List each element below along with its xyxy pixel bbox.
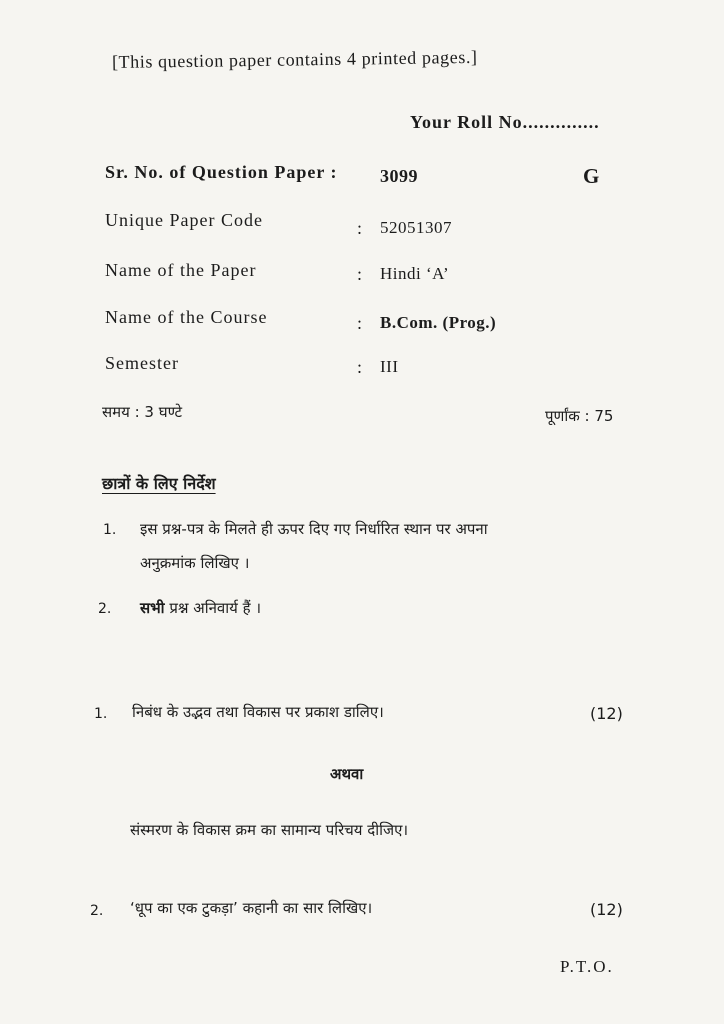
please-turn-over: P.T.O. bbox=[560, 957, 614, 976]
question-marks: (12) bbox=[590, 900, 623, 919]
course-name-value: B.Com. (Prog.) bbox=[380, 313, 497, 332]
paper-code-colon: : bbox=[357, 218, 363, 238]
maximum-marks: पूर्णांक : 75 bbox=[545, 407, 614, 425]
instruction-text-rest: प्रश्न अनिवार्य हैं । bbox=[164, 599, 262, 617]
exam-duration: समय : 3 घण्टे bbox=[102, 403, 183, 421]
instruction-text: इस प्रश्न-पत्र के मिलते ही ऊपर दिए गए निर्धारित स्थान पर अपना bbox=[140, 520, 488, 538]
paper-name-colon: : bbox=[357, 264, 363, 284]
instruction-number: 1. bbox=[103, 522, 117, 538]
instruction-emphasis: सभी bbox=[140, 599, 165, 617]
paper-name-value: Hindi ‘A’ bbox=[380, 264, 450, 283]
course-name-label: Name of the Course bbox=[105, 307, 268, 327]
question-marks: (12) bbox=[590, 704, 623, 723]
question-text: निबंध के उद्भव तथा विकास पर प्रकाश डालिए। bbox=[132, 703, 384, 721]
serial-number-label: Sr. No. of Question Paper : bbox=[105, 162, 338, 182]
semester-value: III bbox=[380, 357, 399, 376]
question-number: 1. bbox=[94, 706, 108, 722]
paper-code-label: Unique Paper Code bbox=[105, 210, 263, 230]
semester-colon: : bbox=[357, 357, 363, 377]
course-name-colon: : bbox=[357, 313, 363, 333]
instruction-number: 2. bbox=[98, 601, 112, 617]
instruction-text bbox=[140, 598, 261, 618]
page-count-note: [This question paper contains 4 printed pages.] bbox=[111, 46, 478, 72]
serial-number-value: 3099 bbox=[380, 166, 418, 186]
question-text: ‘धूप का एक टुकड़ा’ कहानी का सार लिखिए। bbox=[130, 899, 373, 917]
instruction-text-continued: अनुक्रमांक लिखिए । bbox=[140, 554, 250, 572]
roll-number-field: Your Roll No.............. bbox=[410, 112, 600, 132]
or-separator: अथवा bbox=[330, 765, 364, 783]
paper-set-letter: G bbox=[583, 164, 600, 188]
alternative-question-text: संस्मरण के विकास क्रम का सामान्य परिचय दीजिए। bbox=[130, 821, 409, 839]
paper-name-label: Name of the Paper bbox=[105, 260, 257, 280]
question-number: 2. bbox=[90, 903, 104, 919]
paper-code-value: 52051307 bbox=[380, 218, 452, 237]
instructions-heading: छात्रों के लिए निर्देश bbox=[102, 474, 216, 493]
semester-label: Semester bbox=[105, 353, 179, 373]
